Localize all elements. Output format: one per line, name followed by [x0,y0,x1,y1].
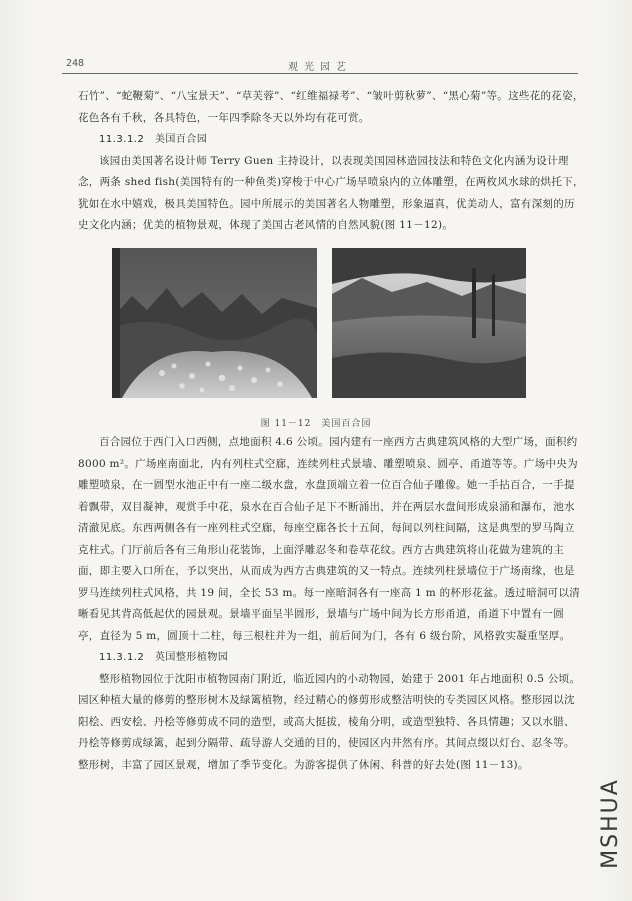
photo-flower-garden-image [112,248,317,398]
watermark [596,758,624,888]
header-rule [62,73,578,74]
paragraph: 石竹”、“蛇鞭菊”、“八宝景天”、“草芙蓉”、“红维福禄考”、“皱叶剪秋萝”、“黑心菊”等。这些花的花姿，花色各有千秋，各具特色，一年四季除冬天以外均有花可赏。 [78,90,584,124]
running-title: 观光园艺 [288,62,352,73]
photo-flower-garden [112,248,317,398]
page-number: 248 [66,58,85,69]
photo-lawn-trees [332,248,526,398]
text-block-top [78,86,584,237]
text-block-bottom [78,432,584,776]
paragraph: 该园由美国著名设计师 Terry Guen 主持设计，以表现美国园林造园技法和特色文化内涵为设计理念，两条 shed fish(美国特有的一种鱼类)穿梭于中心广场旱喷泉内的立体雕塑，在两枚风水球的烘托下，犹如在水中嬉戏，极具美国特色。园中所展示的美国著名人物雕塑，形象逼真，优美动人，富有深刻的历史文化内涵；优美的植物景观，体现了美国古老风情的自然风貌(图 11－12)。 [78,154,584,231]
paragraph: 整形植物园位于沈阳市植物园南门附近，临近园内的小动物园，始建于 2001 年占地面积 0.5 公顷。园区种植大量的修剪的整形树木及绿篱植物，经过精心的修剪形成整洁明快的专类园区风格。整形园以沈阳桧、西安桧、丹桧等修剪成不同的造型，或高大挺拔，棱角分明，或造型独特、各具情趣；又以水腊、丹桧等修剪成绿篱，起到分隔带、疏导游人交通的目的，使园区内井然有序。其间点缀以灯台、忍冬等。整形树，丰富了园区景观，增加了季节变化。为游客提供了休闲、科普的好去处(图 11－13)。 [78,672,581,771]
page-header [62,56,578,74]
photo-lawn-trees-image [332,248,526,398]
figure-caption: 图 11－12 美国百合园 [260,419,372,429]
watermark-text: MSHUA [597,777,623,869]
section-heading: 11.3.1.2 英国整形植物园 [99,652,229,663]
section-heading: 11.3.1.2 美国百合园 [99,134,208,145]
paragraph: 百合园位于西门入口西侧，点地面积 4.6 公顷。园内建有一座西方古典建筑风格的大型广场，面积约 8000 m²。广场座南面北，内有列柱式空廊，连续列柱式景墙、雕塑喷泉、圆亭、甬道等等。广场中央为雕塑喷泉，在一圆型水池正中有一座二级水盘，水盘顶端立着一位百合仙子雕像。她一手拈百合，一手提着飘带，双目凝神，观赏手中花，泉水在百合仙子足下不断涌出，并在两层水盘间形成泉涌和瀑布，池水清澈见底。东西两侧各有一座列柱式空廊，每座空廊各长十五间，每间以列柱间隔，这是典型的罗马陶立克柱式。门厅前后各有三角形山花装饰，上面浮雕忍冬和卷草花纹。西方古典建筑将山花做为建筑的主面，即主要入口所在，予以突出，从而成为西方古典建筑的又一特点。连续列柱景墙位于广场南缘，也是罗马连续列柱式风格，共 19 间，全长 53 m。每一座暗洞各有一座高 1 m 的杯形花盆。透过暗洞可以清晰看见其背高低起伏的园景观。景墙平面呈半圆形，景墙与广场中间为长方形甬道，甬道下中置有一圆亭，直径为 5 m，圆顶十二柱，每三根柱并为一组，前后间为门，各有 6 级台阶，风格敦实凝重坚厚。 [78,436,581,642]
